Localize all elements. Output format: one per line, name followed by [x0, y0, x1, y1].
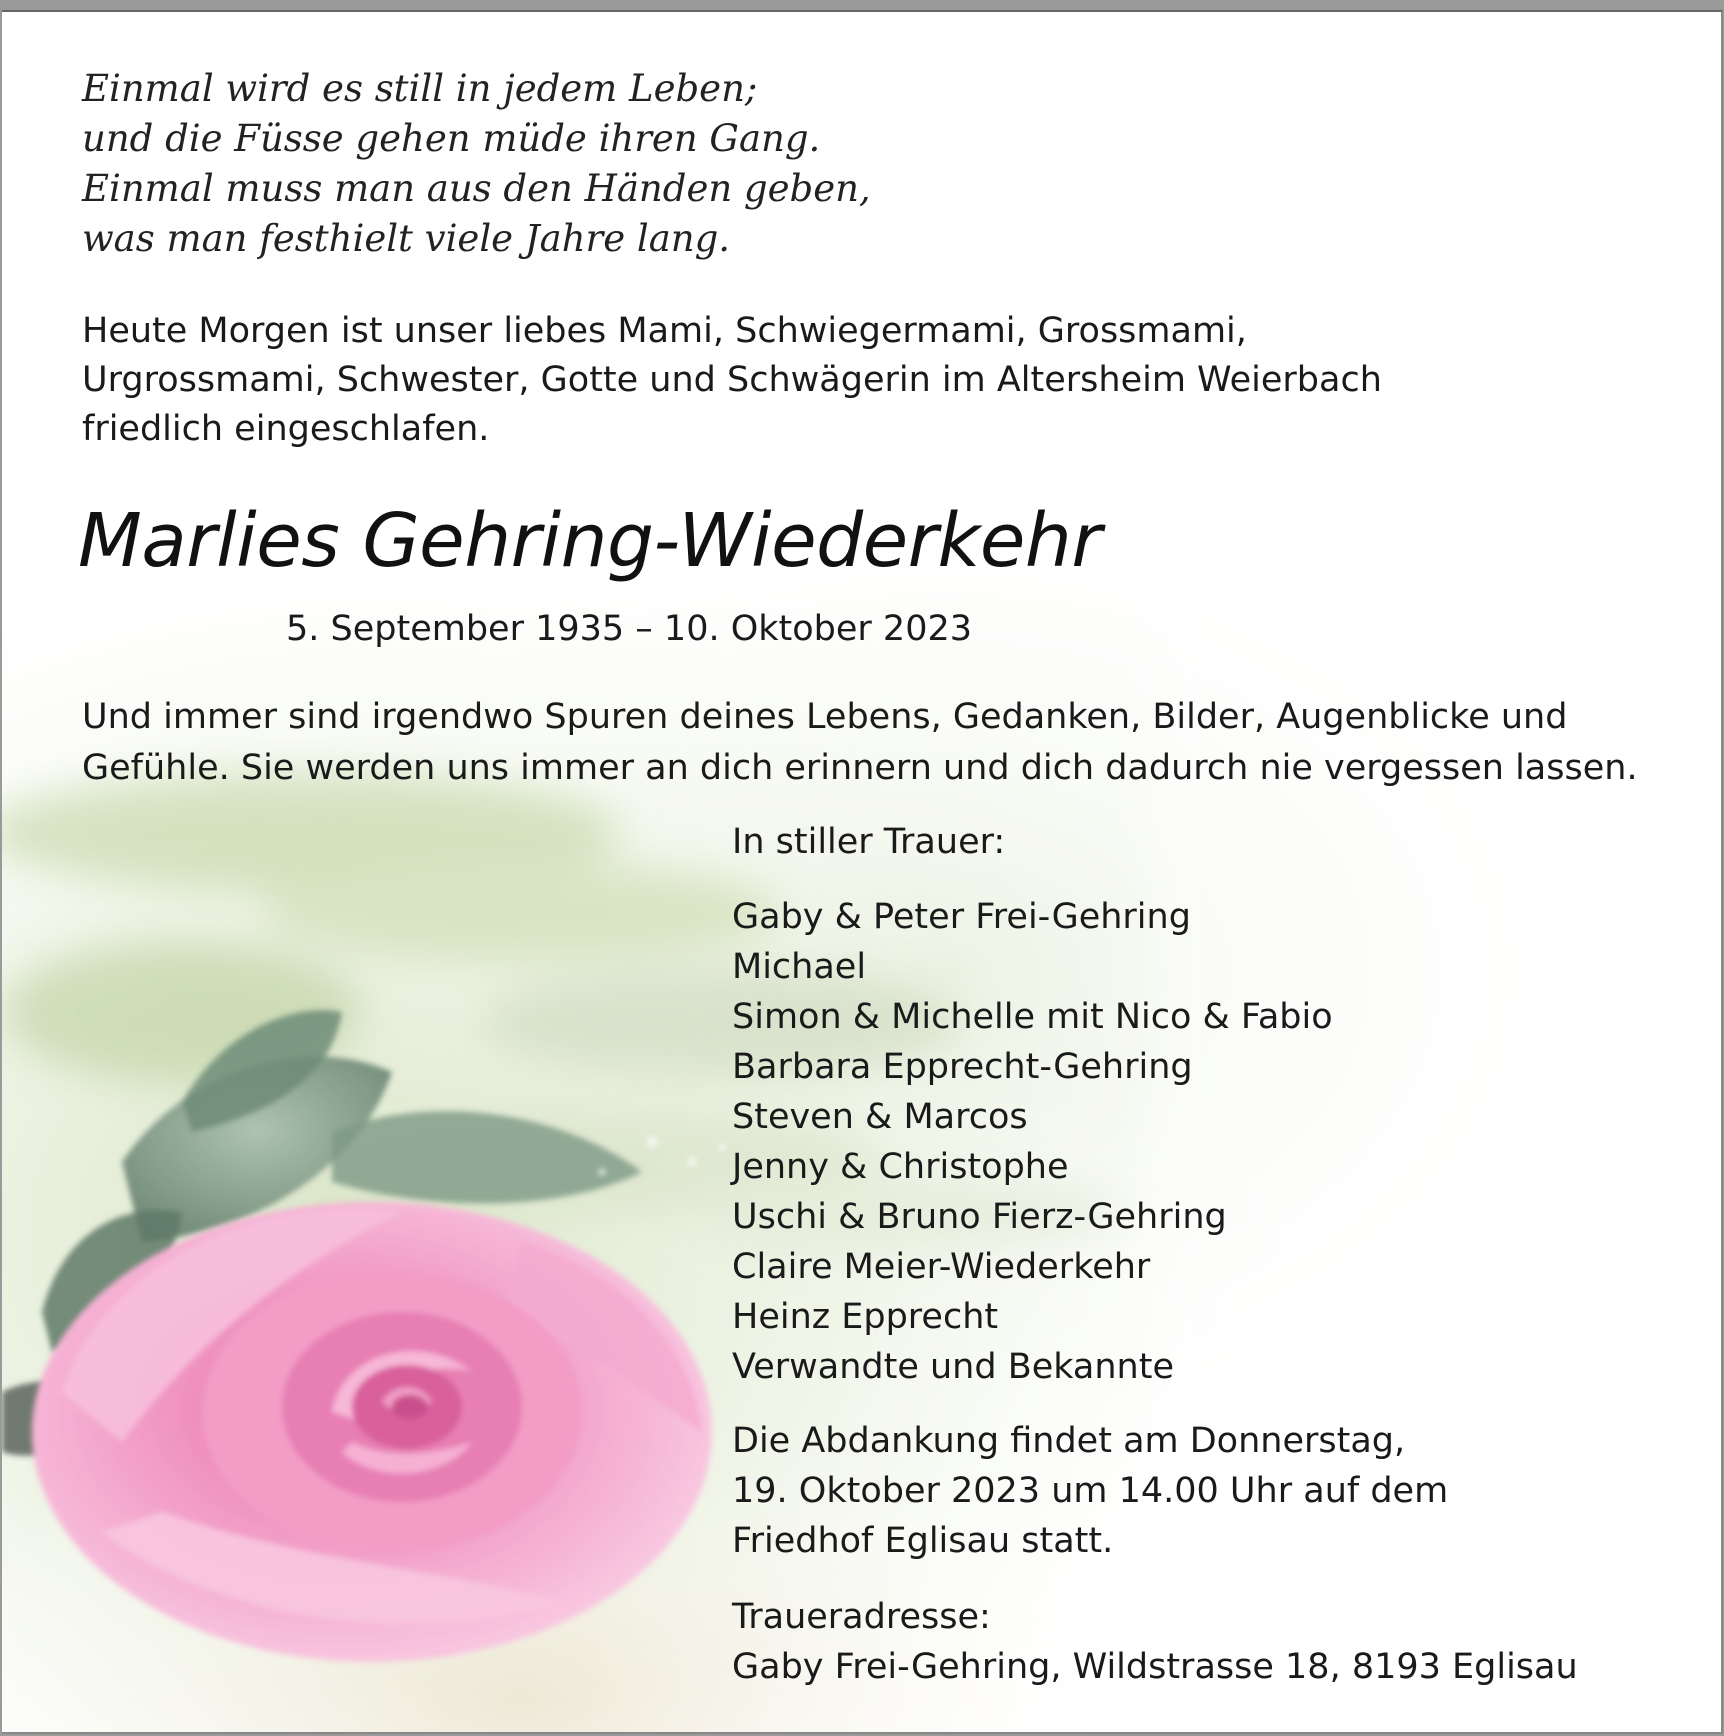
obituary-page	[2, 10, 1723, 1734]
mourner-name: Michael	[732, 947, 867, 987]
mourner-name: Gaby & Peter Frei-Gehring	[732, 897, 1191, 937]
intro-line: Urgrossmami, Schwester, Gotte und Schwägerin im Altersheim Weierbach	[82, 360, 1382, 400]
poem-line: Einmal muss man aus den Händen geben,	[82, 167, 871, 210]
deceased-name: Marlies Gehring-Wiederkehr	[78, 498, 1102, 584]
mourner-name: Barbara Epprecht-Gehring	[732, 1047, 1193, 1087]
mourner-name: Uschi & Bruno Fierz-Gehring	[732, 1197, 1227, 1237]
mourners-list	[732, 892, 1333, 1392]
mourners-heading: In stiller Trauer:	[732, 822, 1006, 862]
address-heading: Traueradresse:	[732, 1597, 991, 1637]
life-dates: 5. September 1935 – 10. Oktober 2023	[286, 609, 973, 649]
mourner-name: Steven & Marcos	[732, 1097, 1028, 1137]
mourner-name: Heinz Epprecht	[732, 1297, 999, 1337]
mourner-name: Jenny & Christophe	[732, 1147, 1069, 1187]
poem-line: Einmal wird es still in jedem Leben;	[82, 67, 758, 110]
mourning-address	[732, 1592, 1578, 1692]
mourner-name: Claire Meier-Wiederkehr	[732, 1247, 1151, 1287]
poem	[82, 64, 871, 264]
intro-line: Heute Morgen ist unser liebes Mami, Schwiegermami, Grossmami,	[82, 311, 1247, 351]
quote-line: Gefühle. Sie werden uns immer an dich erinnern und dich dadurch nie vergessen lassen.	[82, 748, 1638, 788]
address-line: Gaby Frei-Gehring, Wildstrasse 18, 8193 Eglisau	[732, 1647, 1578, 1687]
quote-line: Und immer sind irgendwo Spuren deines Lebens, Gedanken, Bilder, Augenblicke und	[82, 697, 1568, 737]
funeral-notice	[732, 1416, 1448, 1566]
funeral-line: Die Abdankung findet am Donnerstag,	[732, 1421, 1406, 1461]
obituary-content	[2, 12, 1721, 1732]
mourner-name: Verwandte und Bekannte	[732, 1347, 1174, 1387]
funeral-line: 19. Oktober 2023 um 14.00 Uhr auf dem	[732, 1471, 1449, 1511]
poem-line: und die Füsse gehen müde ihren Gang.	[82, 117, 821, 160]
mourner-name: Simon & Michelle mit Nico & Fabio	[732, 997, 1333, 1037]
poem-line: was man festhielt viele Jahre lang.	[82, 217, 731, 260]
intro-text	[82, 307, 1382, 454]
memorial-quote	[82, 692, 1638, 794]
funeral-line: Friedhof Eglisau statt.	[732, 1521, 1114, 1561]
intro-line: friedlich eingeschlafen.	[82, 409, 490, 449]
